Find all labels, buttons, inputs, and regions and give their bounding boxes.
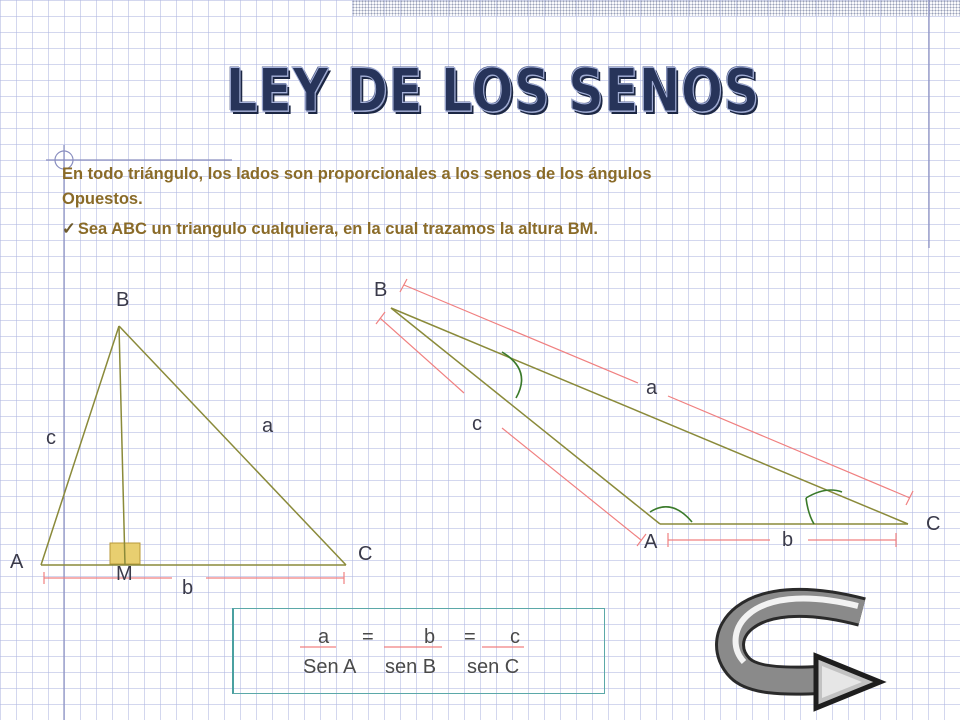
formula-box <box>232 608 605 694</box>
formula-numerator-c: c <box>510 626 520 648</box>
left-vertex-a-label: A <box>10 551 24 573</box>
formula-numerator-a: a <box>318 626 330 648</box>
left-side-a-label: a <box>262 415 274 437</box>
slide-title: LEY DE LOS SENOS <box>226 56 760 126</box>
back-arrow-icon[interactable] <box>730 599 880 708</box>
right-side-c-label: c <box>472 413 482 435</box>
angle-arc-a <box>650 507 692 522</box>
formula-denominator-a: Sen A <box>303 656 357 678</box>
formula-denominator-c: sen C <box>467 656 520 678</box>
right-side-a-label: a <box>646 377 658 399</box>
left-triangle <box>41 326 346 584</box>
altitude-bm <box>119 326 125 565</box>
right-side-a <box>391 308 908 524</box>
formula-numerator-b: b <box>424 626 436 648</box>
intro-text-line1: En todo triángulo, los lados son proporcionales a los senos de los ángulos <box>62 165 652 183</box>
left-vertex-b-label: B <box>116 289 130 311</box>
right-triangle <box>376 279 913 547</box>
formula-equals-1: = <box>362 626 374 648</box>
bullet-item <box>62 219 598 239</box>
foot-m-label: M <box>116 563 133 585</box>
measure-line-c <box>376 312 646 546</box>
angle-arc-b <box>502 352 522 398</box>
left-side-b-label: b <box>182 577 194 599</box>
right-side-b-label: b <box>782 529 794 551</box>
right-vertex-b-label: B <box>374 279 388 301</box>
right-side-c <box>391 308 660 524</box>
bullet-text: Sea ABC un triangulo cualquiera, en la cual trazamos la altura BM. <box>77 220 599 238</box>
left-vertex-c-label: C <box>358 543 373 565</box>
checkmark-icon: ✓ <box>62 220 76 238</box>
right-vertex-c-label: C <box>926 513 941 535</box>
measure-line-b <box>44 572 344 584</box>
left-side-a <box>119 326 346 565</box>
formula-equals-2: = <box>464 626 476 648</box>
intro-text-line2: Opuestos. <box>62 190 143 208</box>
right-vertex-a-label: A <box>644 531 658 553</box>
formula-denominator-b: sen B <box>385 656 437 678</box>
left-side-c-label: c <box>46 427 56 449</box>
